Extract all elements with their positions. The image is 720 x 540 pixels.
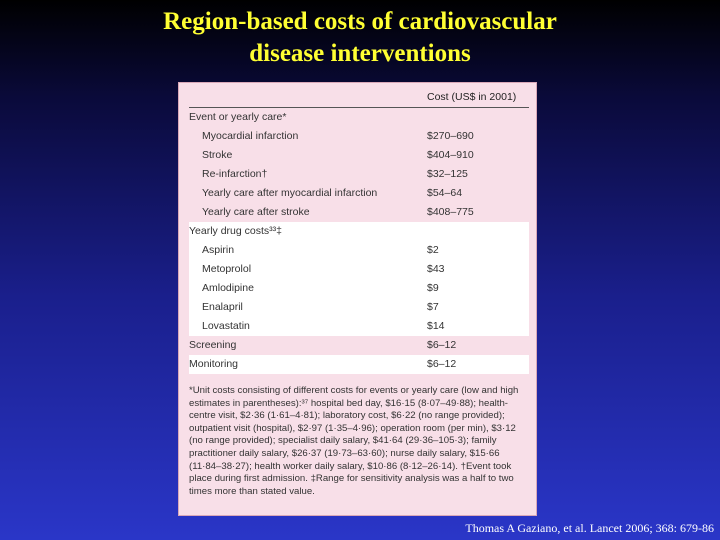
table-row [189,279,529,298]
table-row [189,165,529,184]
row-label: Yearly care after myocardial infarction [202,187,378,199]
row-label: Myocardial infarction [202,130,299,142]
row-cost: $43 [427,263,445,275]
table-row [189,203,529,222]
row-label: Lovastatin [202,320,250,332]
row-cost: $404–910 [427,149,474,161]
row-label: Metoprolol [202,263,252,275]
row-label: Monitoring [189,358,239,370]
row-label: Enalapril [202,301,243,313]
row-cost: $32–125 [427,168,468,180]
table-row [189,108,529,127]
row-label: Stroke [202,149,233,161]
row-label: Screening [189,339,237,351]
table-row [189,241,529,260]
table-row [189,127,529,146]
row-cost: $6–12 [427,358,457,370]
row-cost: $9 [427,282,439,294]
slide-title [0,6,720,70]
table-header [189,89,529,108]
table-footnote: *Unit costs consisting of different costs for events or yearly care (low and high estimates in parentheses):³⁷ hospital bed day, $16·15 (8·07–49·88); health-centre visit, $2·36 (1·61–4·81); laboratory cost, $6·22 (no range provided); outpatient visit (hospital), $2·97 (1·35–4·96); operation room (per min), $3·12 (no range provided); specialist daily salary, $41·64 (29·36–105·3); family practitioner daily salary, $26·37 (19·73–63·60); nurse daily salary, $15·66 (11·84–38·27); health worker daily salary, $10·86 (8·12–26·14). †Event took place during first admission. ‡Range for sensitivity analysis was a half to two times more than stated value. [189,385,519,497]
table-row [189,336,529,355]
table-row [189,146,529,165]
row-label: Aspirin [202,244,235,256]
cost-table [178,82,537,516]
table-row [189,260,529,279]
row-label: Amlodipine [202,282,254,294]
citation: Thomas A Gaziano, et al. Lancet 2006; 368: 679-86 [465,521,714,535]
row-cost: $2 [427,244,439,256]
table-row [189,355,529,374]
row-label: Event or yearly care* [189,111,287,123]
table-row [189,222,529,241]
row-label: Re-infarction† [202,168,268,180]
row-label: Yearly drug costs³³‡ [189,225,282,237]
row-cost: $7 [427,301,439,313]
table-row [189,317,529,336]
row-cost: $54–64 [427,187,463,199]
row-cost: $270–690 [427,130,474,142]
slide-title-line-1: Region-based costs of cardiovascular [163,8,557,35]
slide-title-line-2: disease interventions [249,40,471,67]
row-cost: $408–775 [427,206,474,218]
table-row [189,298,529,317]
row-label: Yearly care after stroke [202,206,310,218]
row-cost: $14 [427,320,445,332]
row-cost: $6–12 [427,339,457,351]
table-row [189,184,529,203]
cost-column-header: Cost (US$ in 2001) [427,91,517,103]
